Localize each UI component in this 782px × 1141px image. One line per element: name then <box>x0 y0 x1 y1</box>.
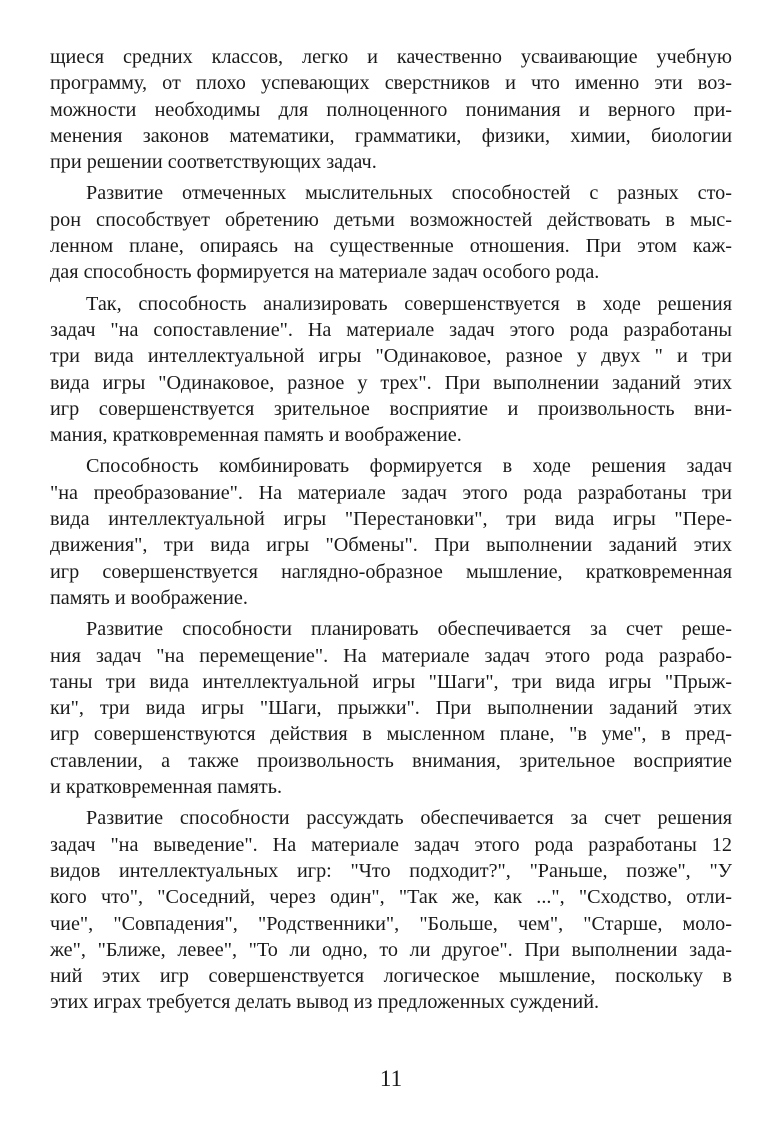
text-line: ний этих игр совершенствуется логическое мышление, поскольку в <box>50 965 732 988</box>
text-line: память и воображение. <box>50 586 248 609</box>
text-line: видов интеллектуальных игр: "Что подходит?", "Раньше, позже", "У <box>50 859 732 882</box>
text-line: вида интеллектуальной игры "Перестановки", три вида игры "Пере- <box>50 508 732 531</box>
text-line: Развитие способности планировать обеспечивается за счет реше- <box>86 618 732 641</box>
text-line: щиеся средних классов, легко и качественно усваивающие учебную <box>50 46 732 68</box>
page-number: 11 <box>379 1066 403 1091</box>
text-line: дая способность формируется на материале задач особого рода. <box>50 261 600 284</box>
text-line: ставлении, а также произвольность внимания, зрительное восприятие <box>50 749 732 772</box>
text-line: задач "на выведение". На материале задач этого рода разработаны 12 <box>50 833 732 856</box>
paragraph-1 <box>50 44 732 175</box>
paragraph-4 <box>50 453 732 611</box>
text-line: этих играх требуется делать вывод из предложенных суждений. <box>50 991 600 1014</box>
text-line: вида игры "Одинаковое, разное у трех". При выполнении заданий этих <box>50 371 732 394</box>
text-line: ния задач "на перемещение". На материале задач этого рода разрабо- <box>50 644 732 667</box>
text-line: мания, кратковременная память и воображение. <box>50 424 462 447</box>
text-line: игр совершенствуется зрительное восприятие и произвольность вни- <box>50 397 732 420</box>
text-line: и кратковременная память. <box>50 776 283 799</box>
paragraph-2 <box>50 180 732 285</box>
text-line: "на преобразование". На материале задач этого рода разработаны три <box>50 481 732 504</box>
text-line: Способность комбинировать формируется в ходе решения задач <box>86 455 732 478</box>
body-text <box>50 44 732 1021</box>
text-line: менения законов математики, грамматики, физики, химии, биологии <box>50 124 732 147</box>
text-line: игр совершенствуются действия в мысленном плане, "в уме", в пред- <box>50 723 732 746</box>
text-line: ленном плане, опираясь на существенные отношения. При этом каж- <box>50 235 732 258</box>
text-line: Так, способность анализировать совершенствуется в ходе решения <box>86 292 732 315</box>
paragraph-6 <box>50 805 732 1015</box>
text-line: Развитие отмеченных мыслительных способностей с разных сто- <box>86 182 732 205</box>
text-line: таны три вида интеллектуальной игры "Шаги", три вида игры "Прыж- <box>50 670 732 693</box>
paragraph-3 <box>50 291 732 449</box>
paragraph-5 <box>50 616 732 800</box>
text-line: же", "Ближе, левее", "То ли одно, то ли другое". При выполнении зада- <box>50 938 732 961</box>
text-line: движения", три вида игры "Обмены". При выполнении заданий этих <box>50 534 732 557</box>
text-line: кого что", "Соседний, через один", "Так же, как ...", "Сходство, отли- <box>50 886 732 909</box>
text-line: при решении соответствующих задач. <box>50 151 377 174</box>
text-line: три вида интеллектуальной игры "Одинаковое, разное у двух " и три <box>50 345 732 368</box>
text-line: можности необходимы для полноценного понимания и верного при- <box>50 98 732 121</box>
text-line: задач "на сопоставление". На материале задач этого рода разработаны <box>50 318 732 341</box>
text-line: рон способствует обретению детьми возможностей действовать в мыс- <box>50 208 732 231</box>
text-line: Развитие способности рассуждать обеспечивается за счет решения <box>86 807 732 830</box>
text-line: программу, от плохо успевающих сверстников и что именно эти воз- <box>50 72 732 95</box>
text-line: чие", "Совпадения", "Родственники", "Больше, чем", "Старше, моло- <box>50 912 732 935</box>
text-line: ки", три вида игры "Шаги, прыжки". При выполнении заданий этих <box>50 697 732 720</box>
text-line: игр совершенствуется наглядно-образное мышление, кратковременная <box>50 560 732 583</box>
